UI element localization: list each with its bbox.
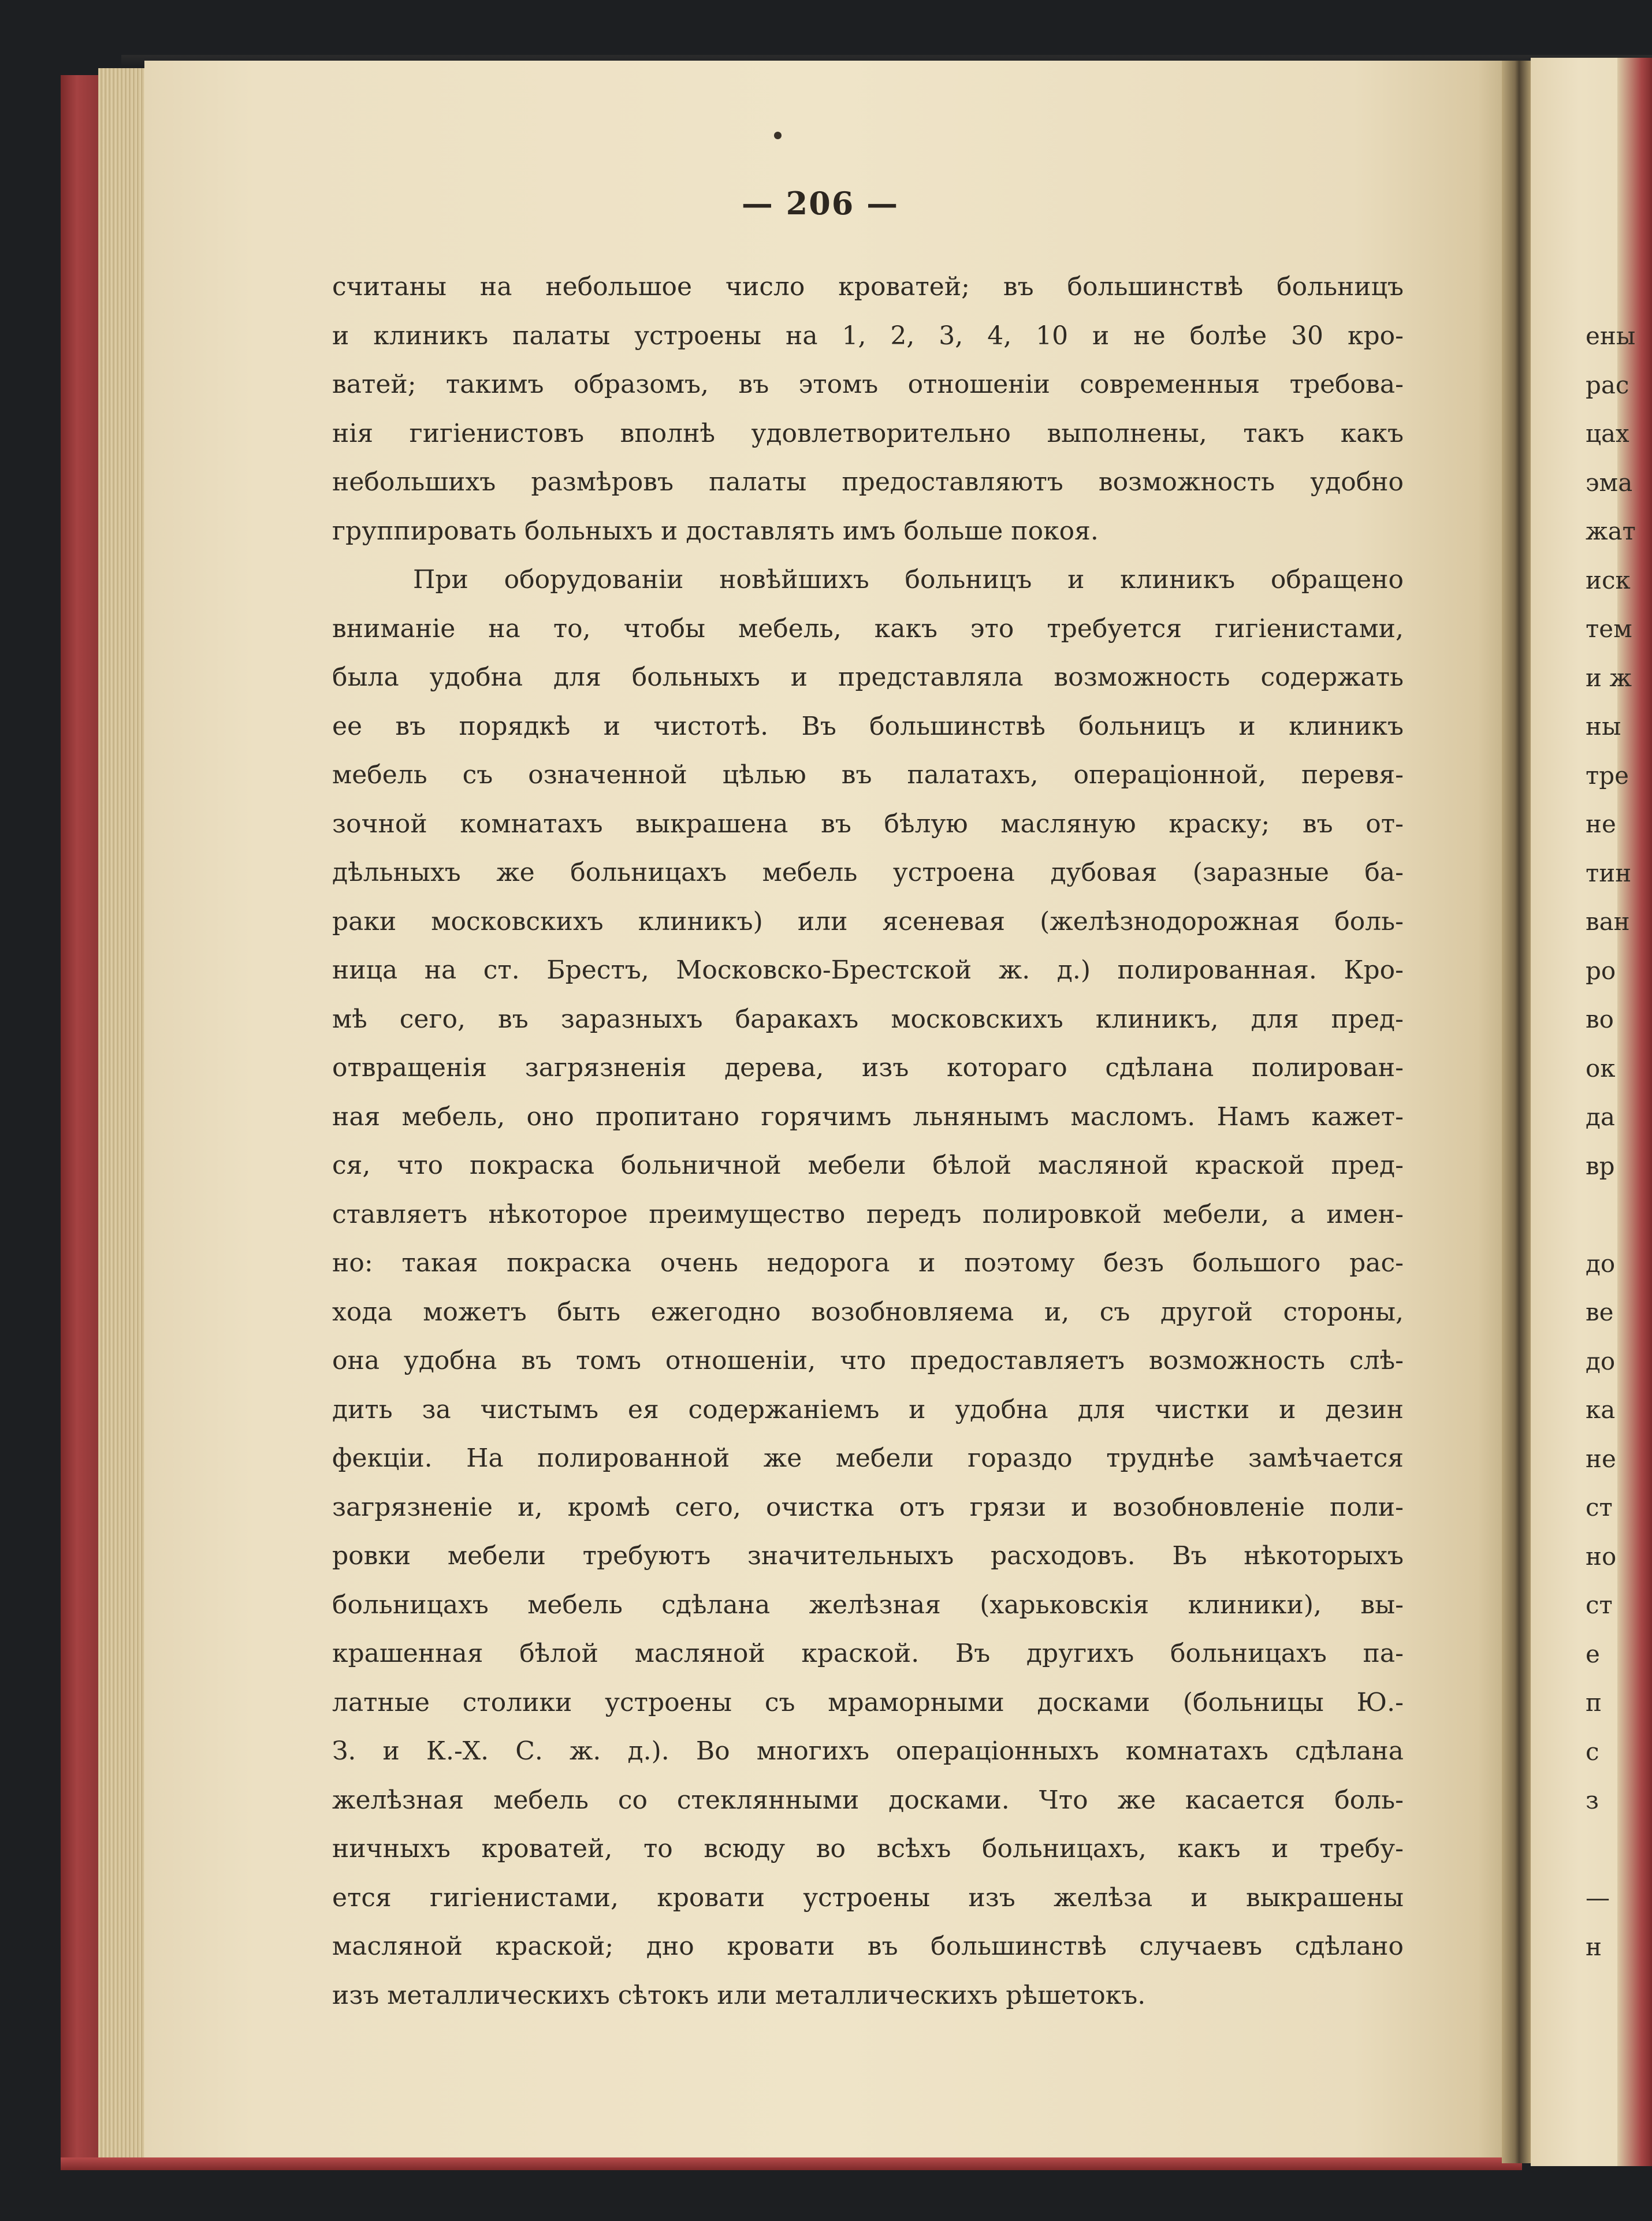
book-cover-bottom-edge [61,2157,1522,2170]
text-line: ся, что покраска больничной мебели бѣлой масляной краской пред- [332,1151,1404,1180]
text-line: зочной комнатахъ выкрашена въ бѣлую масляную краску; въ от- [332,809,1404,839]
book-cover-left-edge [61,75,101,2160]
text-line: отвращенія загрязненія дерева, изъ котораго сдѣлана полирован- [332,1053,1404,1082]
next-page-fragment: тре [1586,761,1629,790]
next-page-fragment: п [1586,1688,1602,1717]
text-line: масляной краской; дно кровати въ большинствѣ случаевъ сдѣлано [332,1932,1404,1961]
text-line: ничныхъ кроватей, то всюду во всѣхъ больницахъ, какъ и требу- [332,1834,1404,1863]
book-gutter [1502,61,1531,2163]
next-page-fragment: н [1586,1932,1602,1961]
text-line: ставляетъ нѣкоторое преимущество передъ полировкой мебели, а имен- [332,1199,1404,1229]
text-line: ница на ст. Брестъ, Московско-Брестской ж. д.) полированная. Кро- [332,955,1404,985]
text-line: мѣ сего, въ заразныхъ баракахъ московскихъ клиникъ, для пред- [332,1004,1404,1034]
text-line: ется гигіенистами, кровати устроены изъ желѣза и выкрашены [332,1883,1404,1913]
text-line: была удобна для больныхъ и представляла возможность содержать [332,663,1404,692]
page-body-text [332,263,1404,2020]
page-number: — 206 — [741,185,899,222]
next-page-fragment: и ж [1586,663,1632,692]
text-line: она удобна въ томъ отношеніи, что предоставляетъ возможность слѣ- [332,1346,1404,1375]
next-page-fragment: тин [1586,858,1632,887]
text-line: мебель съ означенной цѣлью въ палатахъ, операціонной, перевя- [332,760,1404,790]
next-page-fragment: цах [1586,419,1629,448]
next-page-fragment: не [1586,810,1616,838]
next-page-fragment: до [1586,1249,1616,1278]
next-page-fragment: вр [1586,1151,1615,1180]
text-line: ее въ порядкѣ и чистотѣ. Въ большинствѣ больницъ и клиникъ [332,711,1404,741]
text-line: группировать больныхъ и доставлять имъ больше покоя. [332,516,1099,546]
text-line: считаны на небольшое число кроватей; въ большинствѣ больницъ [332,272,1404,302]
next-page-fragment: ро [1586,956,1616,985]
next-page-fragment: ка [1586,1396,1616,1424]
next-page-fragment: но [1586,1542,1617,1571]
text-line: ровки мебели требуютъ значительныхъ расходовъ. Въ нѣкоторыхъ [332,1541,1404,1571]
next-page-fragment: е [1586,1639,1600,1668]
next-page-fragment: ок [1586,1054,1616,1082]
next-page-fragment: не [1586,1444,1616,1473]
next-page-fragment: рас [1586,370,1629,399]
text-line: латные столики устроены съ мраморными досками (больницы Ю.- [332,1687,1404,1717]
next-page-fragment: ван [1586,907,1630,936]
next-page-fragment: иск [1586,566,1631,594]
next-page-fragment: ст [1586,1493,1613,1521]
text-line: хода можетъ быть ежегодно возобновляема и, съ другой стороны, [332,1297,1404,1327]
next-page-fragment: — [1586,1884,1610,1912]
text-line: небольшихъ размѣровъ палаты предоставляютъ возможность удобно [332,467,1404,497]
page-stack-edge [98,68,150,2162]
text-line: изъ металлическихъ сѣтокъ или металлическихъ рѣшетокъ. [332,1980,1146,2010]
text-line: вниманіе на то, чтобы мебель, какъ это требуется гигіенистами, [332,613,1404,643]
text-line: При оборудованіи новѣйшихъ больницъ и клиникъ обращено [413,565,1404,594]
text-line: З. и К.-Х. С. ж. д.). Во многихъ операціонныхъ комнатахъ сдѣлана [332,1736,1404,1766]
next-page-fragment: ены [1586,322,1636,350]
text-line: нія гигіенистовъ вполнѣ удовлетворительно выполнены, такъ какъ [332,418,1404,448]
ink-speck [774,132,782,139]
text-line: ная мебель, оно пропитано горячимъ льнянымъ масломъ. Намъ кажет- [332,1102,1404,1132]
text-line: желѣзная мебель со стеклянными досками. Что же касается боль- [332,1785,1404,1815]
next-page-fragment: жат [1586,517,1636,545]
next-page-fragment: ны [1586,712,1621,741]
next-page-fragment: эма [1586,468,1633,497]
text-line: раки московскихъ клиникъ) или ясеневая (желѣзнодорожная боль- [332,906,1404,936]
next-page-fragment: з [1586,1786,1599,1814]
next-page-fragment: ве [1586,1298,1614,1326]
next-page-fragment: до [1586,1346,1616,1375]
text-line: больницахъ мебель сдѣлана желѣзная (харьковскія клиники), вы- [332,1590,1404,1620]
text-line: крашенная бѣлой масляной краской. Въ другихъ больницахъ па- [332,1639,1404,1668]
text-line: фекціи. На полированной же мебели гораздо труднѣе замѣчается [332,1444,1404,1473]
next-page-fragment: во [1586,1005,1614,1033]
text-line: ватей; такимъ образомъ, въ этомъ отношеніи современныя требова- [332,370,1404,399]
text-line: но: такая покраска очень недорога и поэтому безъ большого рас- [332,1248,1404,1278]
next-page-fragment: ст [1586,1591,1613,1619]
next-page-fragment: тем [1586,615,1632,643]
text-line: загрязненіе и, кромѣ сего, очистка отъ грязи и возобновленіе поли- [332,1492,1404,1522]
next-page-fragment: с [1586,1737,1599,1766]
next-page-fragment: да [1586,1103,1615,1131]
next-page-text-fragments [1586,312,1649,1971]
text-line: дѣльныхъ же больницахъ мебель устроена дубовая (заразные ба- [332,858,1404,887]
text-line: и клиникъ палаты устроены на 1, 2, 3, 4, 10 и не болѣе 30 кро- [332,321,1404,351]
text-line: дить за чистымъ ея содержаніемъ и удобна для чистки и дезин [332,1394,1404,1424]
